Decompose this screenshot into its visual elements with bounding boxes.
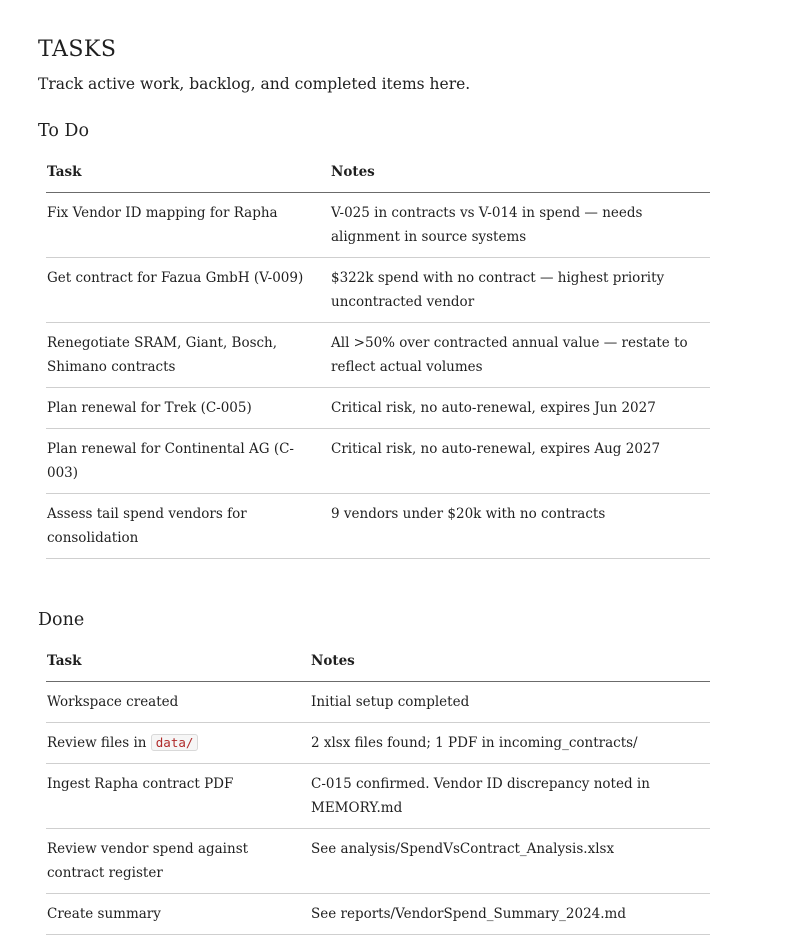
table-row xyxy=(46,429,710,494)
done-col-task: Task xyxy=(46,647,310,682)
table-row xyxy=(46,829,710,894)
done-header-row xyxy=(46,647,710,682)
table-row xyxy=(46,494,710,559)
done-table xyxy=(46,647,710,935)
notes-cell: 9 vendors under $20k with no contracts xyxy=(330,494,710,559)
tasks-document xyxy=(38,34,718,935)
done-col-notes: Notes xyxy=(310,647,710,682)
notes-cell: Critical risk, no auto-renewal, expires Aug 2027 xyxy=(330,429,710,494)
table-row xyxy=(46,764,710,829)
inline-code-path: data/ xyxy=(151,734,199,751)
page-subtitle: Track active work, backlog, and completed items here. xyxy=(38,75,471,93)
task-cell: Review vendor spend against contract register xyxy=(46,829,310,894)
task-cell xyxy=(46,723,310,764)
table-row xyxy=(46,682,710,723)
notes-cell: Critical risk, no auto-renewal, expires Jun 2027 xyxy=(330,388,710,429)
task-cell: Renegotiate SRAM, Giant, Bosch, Shimano contracts xyxy=(46,323,330,388)
todo-col-notes: Notes xyxy=(330,158,710,193)
done-heading: Done xyxy=(38,610,85,630)
task-cell: Get contract for Fazua GmbH (V-009) xyxy=(46,258,330,323)
notes-cell: All >50% over contracted annual value — restate to reflect actual volumes xyxy=(330,323,710,388)
table-row xyxy=(46,193,710,258)
todo-table xyxy=(46,158,710,559)
task-cell: Workspace created xyxy=(46,682,310,723)
table-row xyxy=(46,894,710,935)
page-title: TASKS xyxy=(38,37,117,62)
notes-cell: 2 xlsx files found; 1 PDF in incoming_contracts/ xyxy=(310,723,710,764)
notes-cell: C-015 confirmed. Vendor ID discrepancy noted in MEMORY.md xyxy=(310,764,710,829)
table-row xyxy=(46,723,710,764)
task-cell: Plan renewal for Continental AG (C-003) xyxy=(46,429,330,494)
notes-cell: V-025 in contracts vs V-014 in spend — needs alignment in source systems xyxy=(330,193,710,258)
notes-cell: See analysis/SpendVsContract_Analysis.xlsx xyxy=(310,829,710,894)
notes-cell: $322k spend with no contract — highest priority uncontracted vendor xyxy=(330,258,710,323)
notes-cell: See reports/VendorSpend_Summary_2024.md xyxy=(310,894,710,935)
todo-col-task: Task xyxy=(46,158,330,193)
task-cell: Ingest Rapha contract PDF xyxy=(46,764,310,829)
table-row xyxy=(46,323,710,388)
table-row xyxy=(46,388,710,429)
task-cell: Assess tail spend vendors for consolidation xyxy=(46,494,330,559)
todo-header-row xyxy=(46,158,710,193)
todo-heading: To Do xyxy=(38,121,89,141)
table-row xyxy=(46,258,710,323)
task-cell: Fix Vendor ID mapping for Rapha xyxy=(46,193,330,258)
task-cell: Create summary xyxy=(46,894,310,935)
task-cell: Plan renewal for Trek (C-005) xyxy=(46,388,330,429)
notes-cell: Initial setup completed xyxy=(310,682,710,723)
task-text: Review files in xyxy=(47,735,147,751)
